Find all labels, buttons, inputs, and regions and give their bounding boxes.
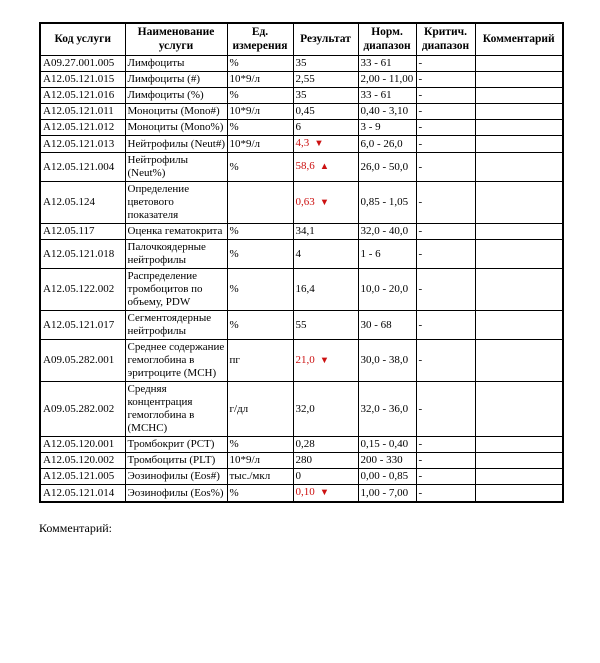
unit-cell: 10*9/л [227,136,293,153]
norm-range-cell: 33 - 61 [358,56,416,72]
service-code-cell: A12.05.120.001 [40,437,125,453]
norm-range-cell: 0,40 - 3,10 [358,104,416,120]
unit-cell: % [227,153,293,182]
result-cell [293,72,358,88]
table-row [40,437,563,453]
unit-cell: 10*9/л [227,453,293,469]
norm-range-cell: 2,00 - 11,00 [358,72,416,88]
service-code-cell: A12.05.121.005 [40,469,125,485]
service-name-cell: Определение цветового показателя [125,182,227,224]
table-row [40,311,563,340]
norm-range-cell: 1 - 6 [358,240,416,269]
result-cell [293,88,358,104]
norm-range-cell: 26,0 - 50,0 [358,153,416,182]
critical-range-cell: - [416,104,475,120]
result-value: 2,55 [295,73,315,85]
critical-range-cell: - [416,182,475,224]
service-code-cell: A12.05.121.016 [40,88,125,104]
service-code-cell: A12.05.124 [40,182,125,224]
table-row [40,382,563,437]
table-row [40,469,563,485]
result-value: 21,0 [295,353,315,366]
norm-range-cell: 32,0 - 36,0 [358,382,416,437]
service-code-cell: A12.05.121.011 [40,104,125,120]
critical-range-cell: - [416,153,475,182]
unit-cell: 10*9/л [227,72,293,88]
critical-range-cell: - [416,437,475,453]
comment-cell [475,485,563,503]
table-body [40,56,563,503]
critical-range-cell: - [416,485,475,503]
service-code-cell: A09.05.282.001 [40,340,125,382]
service-code-cell: A12.05.121.018 [40,240,125,269]
header-comment: Комментарий [475,23,563,56]
result-cell [293,340,358,382]
comment-cell [475,453,563,469]
norm-range-cell: 0,85 - 1,05 [358,182,416,224]
service-name-cell: Моноциты (Mono#) [125,104,227,120]
norm-range-cell: 33 - 61 [358,88,416,104]
service-code-cell: A12.05.121.015 [40,72,125,88]
comment-cell [475,182,563,224]
result-cell [293,469,358,485]
service-code-cell: A12.05.122.002 [40,269,125,311]
unit-cell: % [227,56,293,72]
service-name-cell: Тромбокрит (PCT) [125,437,227,453]
result-cell [293,240,358,269]
result-cell [293,104,358,120]
result-cell [293,311,358,340]
unit-cell: % [227,437,293,453]
table-row [40,224,563,240]
table-row [40,153,563,182]
result-cell [293,120,358,136]
service-code-cell: A12.05.121.017 [40,311,125,340]
comment-cell [475,311,563,340]
result-value: 35 [295,89,307,101]
table-row [40,88,563,104]
service-name-cell: Палочкоядерные нейтрофилы [125,240,227,269]
result-value: 58,6 [295,160,315,172]
result-cell [293,182,358,224]
high-value-arrow-icon: ▲ [319,162,330,172]
result-value: 16,4 [295,283,315,295]
unit-cell: 10*9/л [227,104,293,120]
norm-range-cell: 0,15 - 0,40 [358,437,416,453]
norm-range-cell: 200 - 330 [358,453,416,469]
table-row [40,120,563,136]
header-result: Результат [293,23,358,56]
comment-cell [475,240,563,269]
comment-cell [475,56,563,72]
unit-cell: тыс./мкл [227,469,293,485]
result-cell [293,269,358,311]
result-value: 4,3 [295,137,310,149]
service-name-cell: Распределение тромбоцитов по объему, PDW [125,269,227,311]
comment-cell [475,382,563,437]
unit-cell: % [227,120,293,136]
comment-cell [475,469,563,485]
critical-range-cell: - [416,72,475,88]
service-name-cell: Среднее содержание гемоглобина в эритроците (MCH) [125,340,227,382]
table-row [40,182,563,224]
norm-range-cell: 6,0 - 26,0 [358,136,416,153]
result-cell [293,437,358,453]
low-value-arrow-icon: ▼ [319,197,330,208]
result-value: 35 [295,57,307,69]
norm-range-cell: 10,0 - 20,0 [358,269,416,311]
norm-range-cell: 1,00 - 7,00 [358,485,416,503]
norm-range-cell: 30 - 68 [358,311,416,340]
unit-cell: % [227,485,293,503]
unit-cell: % [227,88,293,104]
comment-cell [475,340,563,382]
service-name-cell: Тромбоциты (PLT) [125,453,227,469]
unit-cell: % [227,311,293,340]
header-critical-range: Критич. диапазон [416,23,475,56]
header-row [40,23,563,56]
unit-cell: пг [227,340,293,382]
low-value-arrow-icon: ▼ [314,139,324,149]
table-row [40,453,563,469]
result-cell [293,136,358,153]
table-row [40,340,563,382]
critical-range-cell: - [416,382,475,437]
result-value: 4 [295,247,301,260]
result-cell [293,56,358,72]
norm-range-cell: 0,00 - 0,85 [358,469,416,485]
low-value-arrow-icon: ▼ [319,488,330,498]
table-row [40,136,563,153]
comment-cell [475,224,563,240]
critical-range-cell: - [416,240,475,269]
table-row [40,240,563,269]
service-name-cell: Лимфоциты (%) [125,88,227,104]
critical-range-cell: - [416,224,475,240]
critical-range-cell: - [416,56,475,72]
header-norm-range: Норм. диапазон [358,23,416,56]
service-name-cell: Нейтрофилы (Neut#) [125,136,227,153]
comment-label: Комментарий: [39,521,113,535]
header-service-name: Наименование услуги [125,23,227,56]
result-value: 55 [295,318,307,331]
table-row [40,485,563,503]
result-value: 32,0 [295,402,315,415]
service-name-cell: Нейтрофилы (Neut%) [125,153,227,182]
service-code-cell: A12.05.121.014 [40,485,125,503]
table-row [40,104,563,120]
unit-cell: г/дл [227,382,293,437]
critical-range-cell: - [416,469,475,485]
header-service-code: Код услуги [40,23,125,56]
critical-range-cell: - [416,311,475,340]
service-name-cell: Моноциты (Mono%) [125,120,227,136]
norm-range-cell: 32,0 - 40,0 [358,224,416,240]
service-code-cell: A12.05.117 [40,224,125,240]
table-row [40,56,563,72]
service-name-cell: Средняя концентрация гемоглобина в (MCHC) [125,382,227,437]
comment-cell [475,120,563,136]
result-value: 0 [295,470,301,482]
table-row [40,72,563,88]
service-name-cell: Оценка гематокрита [125,224,227,240]
result-cell [293,382,358,437]
result-cell [293,485,358,503]
result-value: 6 [295,121,301,133]
service-code-cell: A12.05.121.013 [40,136,125,153]
unit-cell [227,182,293,224]
norm-range-cell: 3 - 9 [358,120,416,136]
critical-range-cell: - [416,136,475,153]
unit-cell: % [227,269,293,311]
comment-cell [475,269,563,311]
critical-range-cell: - [416,453,475,469]
service-code-cell: A12.05.121.012 [40,120,125,136]
comment-cell [475,72,563,88]
service-code-cell: A12.05.121.004 [40,153,125,182]
result-value: 0,10 [295,486,315,498]
table-row [40,269,563,311]
result-value: 0,45 [295,105,315,117]
result-cell [293,453,358,469]
critical-range-cell: - [416,88,475,104]
comment-cell [475,88,563,104]
unit-cell: % [227,240,293,269]
service-code-cell: A12.05.120.002 [40,453,125,469]
comment-cell [475,136,563,153]
service-name-cell: Эозинофилы (Eos#) [125,469,227,485]
unit-cell: % [227,224,293,240]
comment-cell [475,437,563,453]
result-value: 34,1 [295,225,315,237]
service-code-cell: A09.27.001.005 [40,56,125,72]
comment-cell [475,153,563,182]
critical-range-cell: - [416,340,475,382]
header-unit: Ед. измерения [227,23,293,56]
low-value-arrow-icon: ▼ [319,355,330,366]
result-value: 280 [295,454,312,466]
service-name-cell: Лимфоциты [125,56,227,72]
result-cell [293,224,358,240]
result-value: 0,63 [295,195,315,208]
result-value: 0,28 [295,438,315,450]
lab-results-table [39,22,564,503]
critical-range-cell: - [416,120,475,136]
service-code-cell: A09.05.282.002 [40,382,125,437]
result-cell [293,153,358,182]
critical-range-cell: - [416,269,475,311]
service-name-cell: Сегментоядерные нейтрофилы [125,311,227,340]
service-name-cell: Эозинофилы (Eos%) [125,485,227,503]
comment-cell [475,104,563,120]
norm-range-cell: 30,0 - 38,0 [358,340,416,382]
service-name-cell: Лимфоциты (#) [125,72,227,88]
